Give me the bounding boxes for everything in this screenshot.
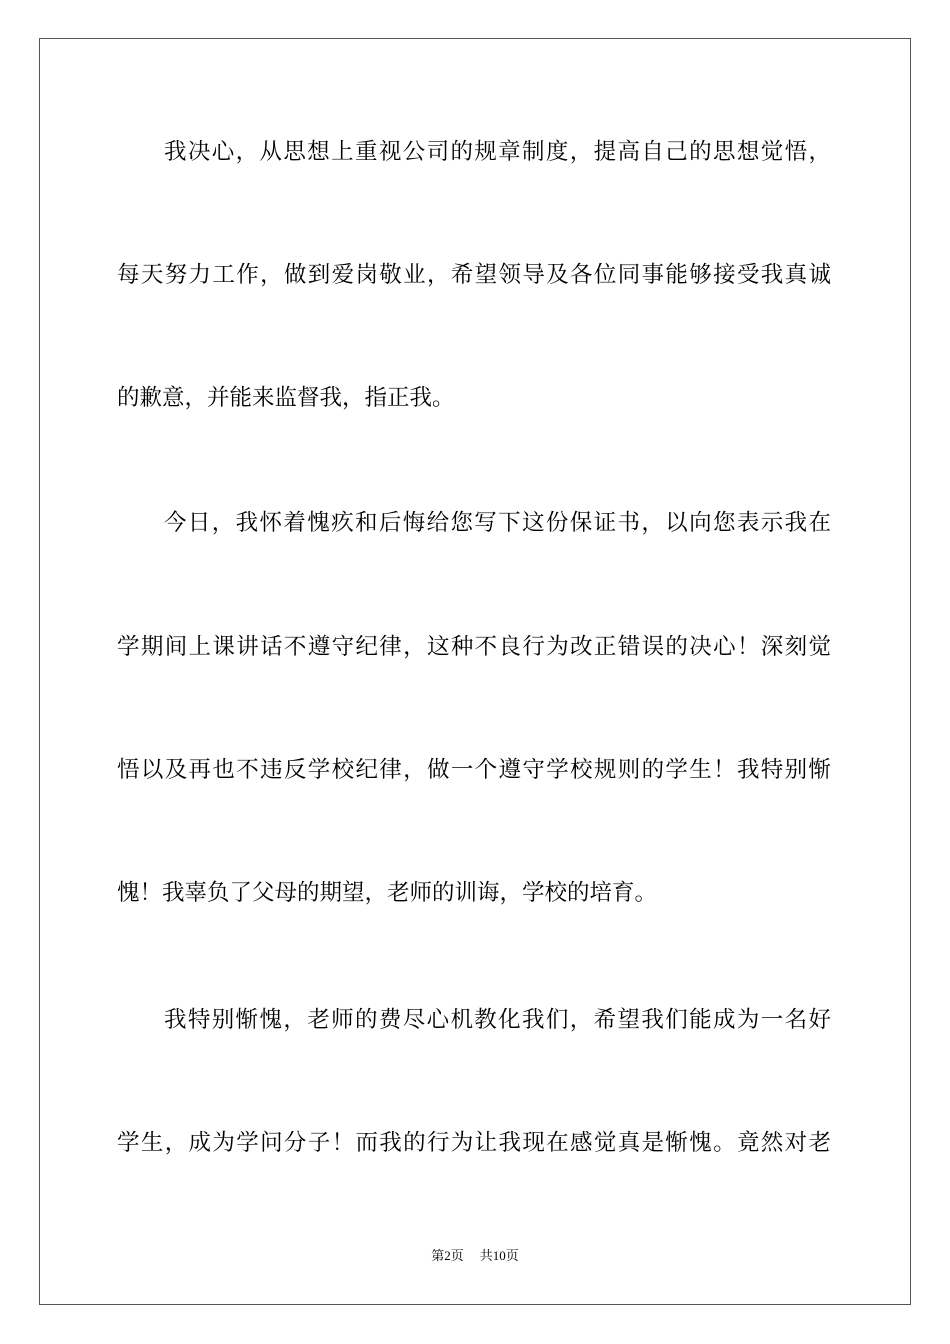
paragraph-3-line-2: 学生，成为学问分子！而我的行为让我现在感觉真是惭愧。竟然对老 (117, 1130, 831, 1156)
paragraph-2-line-1: 今日，我怀着愧疚和后悔给您写下这份保证书，以向您表示我在 (164, 510, 831, 536)
page-number: 第2页 (431, 1248, 464, 1263)
paragraph-1-line-2: 每天努力工作，做到爱岗敬业，希望领导及各位同事能够接受我真诚 (117, 262, 831, 288)
page-total: 共10页 (479, 1248, 519, 1263)
page-footer (0, 1246, 950, 1266)
paragraph-2-line-3: 悟以及再也不违反学校纪律，做一个遵守学校规则的学生！我特别惭 (117, 757, 831, 783)
paragraph-2-line-2: 学期间上课讲话不遵守纪律，这种不良行为改正错误的决心！深刻觉 (117, 634, 831, 660)
paragraph-1-line-3: 的歉意，并能来监督我，指正我。 (117, 385, 455, 411)
page-border (39, 38, 911, 1305)
paragraph-3-line-1: 我特别惭愧，老师的费尽心机教化我们，希望我们能成为一名好 (164, 1007, 831, 1033)
paragraph-2-line-4: 愧！我辜负了父母的期望，老师的训诲，学校的培育。 (117, 880, 658, 906)
paragraph-1-line-1: 我决心，从思想上重视公司的规章制度，提高自己的思想觉悟， (164, 139, 831, 165)
